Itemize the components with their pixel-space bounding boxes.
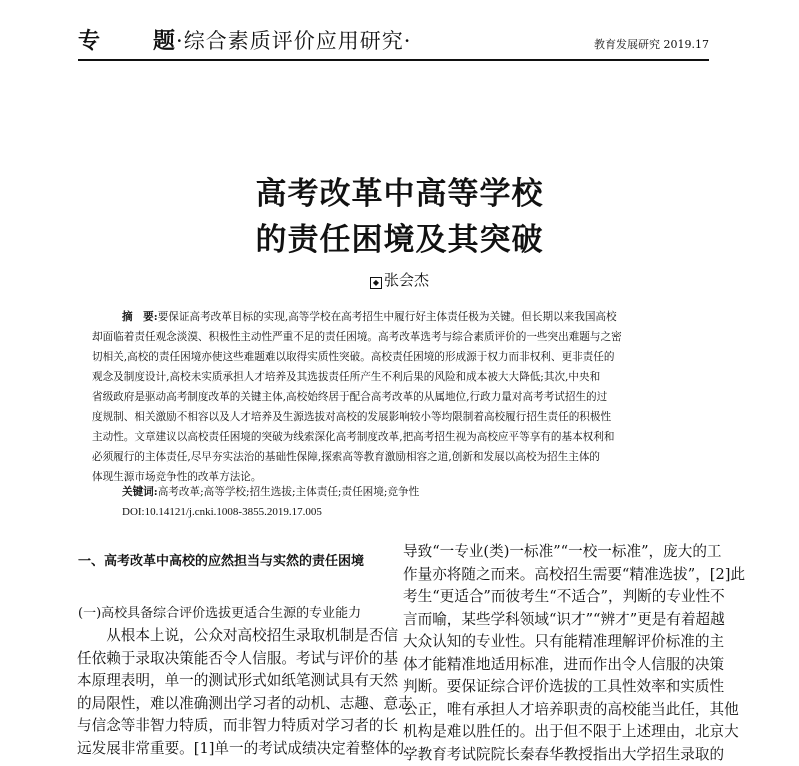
body-line: 体才能精准地适用标准，进而作出令人信服的决策 — [403, 654, 714, 677]
column-char-1: 专 — [78, 28, 101, 54]
doi: DOI:10.14121/j.cnki.1008-3855.2019.17.005 — [122, 506, 322, 518]
body-line: 从根本上说，公众对高校招生录取机制是否信 — [77, 625, 392, 648]
author-line — [0, 269, 799, 290]
column-char-2: 题 — [153, 28, 176, 54]
abstract-line: 度规制、相关激励不相容以及人才培养及生源选拔对高校的发展影响较小等均限制着高校履行招生责任的积极性 — [92, 407, 700, 427]
page-header — [0, 0, 799, 62]
body-line: 考生“更适合”而彼考生“不适合”，判断的专业性不 — [403, 586, 714, 609]
keywords-text: 高考改革;高等学校;招生选拔;主体责任;责任困境;竞争性 — [158, 486, 420, 498]
abstract-line: 却面临着责任观念淡漠、积极性主动性严重不足的责任困境。高考改革选考与综合素质评价的一些突出难题与之密 — [92, 327, 700, 347]
body-line: 大众认知的专业性。只有能精准理解评价标准的主 — [403, 631, 714, 654]
author-mark-icon: ◆ — [370, 277, 382, 289]
body-line: 导致“一专业(类)一标准”“一校一标准”，庞大的工 — [403, 541, 714, 564]
body-line: 远发展非常重要。[1]单一的考试成绩决定着整体的、 — [77, 738, 392, 761]
abstract-line: 体现生源市场竞争性的改革方法论。 — [92, 467, 700, 487]
abstract-line: 省级政府是驱动高考制度改革的关键主体,高校始终居于配合高考改革的从属地位,行政力量对高考考试招生的过 — [92, 387, 700, 407]
body-line: 的局限性，难以准确测出学习者的动机、志趣、意志 — [77, 693, 392, 716]
body-line: 任依赖于录取决策能否令人信服。考试与评价的基 — [77, 648, 392, 671]
section-heading: 一、高考改革中高校的应然担当与实然的责任困境 — [78, 551, 388, 573]
abstract — [92, 307, 700, 487]
body-line: 机构是难以胜任的。出于但不限于上述理由，北京大 — [403, 721, 714, 744]
abstract-line: 观念及制度设计,高校未实质承担人才培养及其选拔责任所产生不利后果的风险和成本被大大降低;其次,中央和 — [92, 367, 700, 387]
body-line: 公正，唯有承担人才培养职责的高校能当此任，其他 — [403, 699, 714, 722]
body-line: 言而喻，某些学科领域“识才”“辨才”更是有着超越 — [403, 609, 714, 632]
article-title-line-1: 高考改革中高等学校 — [0, 168, 799, 213]
subsection-heading: (一)高校具备综合评价选拔更适合生源的专业能力 — [78, 602, 361, 621]
body-line: 与信念等非智力特质，而非智力特质对学习者的长 — [77, 715, 392, 738]
body-line: 判断。要保证综合评价选拔的工具性效率和实质性 — [403, 676, 714, 699]
author-name: 张会杰 — [384, 271, 429, 289]
body-line: 本原理表明，单一的测试形式如纸笔测试具有天然 — [77, 670, 392, 693]
body-line: 学教育考试院院长秦春华教授指出大学招生录取的 — [403, 744, 714, 766]
left-column — [77, 625, 392, 760]
keywords — [122, 484, 419, 499]
column-title — [78, 24, 411, 55]
article-title-line-2: 的责任困境及其突破 — [0, 214, 799, 259]
abstract-line: 摘 要:要保证高考改革目标的实现,高等学校在高考招生中履行好主体责任极为关键。但长期以来我国高校 — [92, 307, 700, 327]
body-line: 作量亦将随之而来。高校招生需要“精准选拔”，[2]此 — [403, 564, 714, 587]
abstract-line: 主动性。文章建议以高校责任困境的突破为线索深化高考制度改革,把高考招生视为高校应平等享有的基本权利和 — [92, 427, 700, 447]
right-column — [403, 541, 714, 766]
keywords-label: 关键词: — [122, 486, 158, 498]
abstract-line: 切相关,高校的责任困境亦使这些难题难以取得实质性突破。高校责任困境的形成源于权力而非权利、更非责任的 — [92, 347, 700, 367]
header-rule — [78, 59, 709, 61]
series-title: ·综合素质评价应用研究· — [176, 29, 411, 53]
journal-info: 教育发展研究 2019.17 — [594, 36, 709, 52]
abstract-line: 必须履行的主体责任,尽早夯实法治的基础性保障,探索高等教育激励相容之道,创新和发展以高校为招生主体的 — [92, 447, 700, 467]
abstract-label: 摘 要: — [122, 311, 158, 323]
